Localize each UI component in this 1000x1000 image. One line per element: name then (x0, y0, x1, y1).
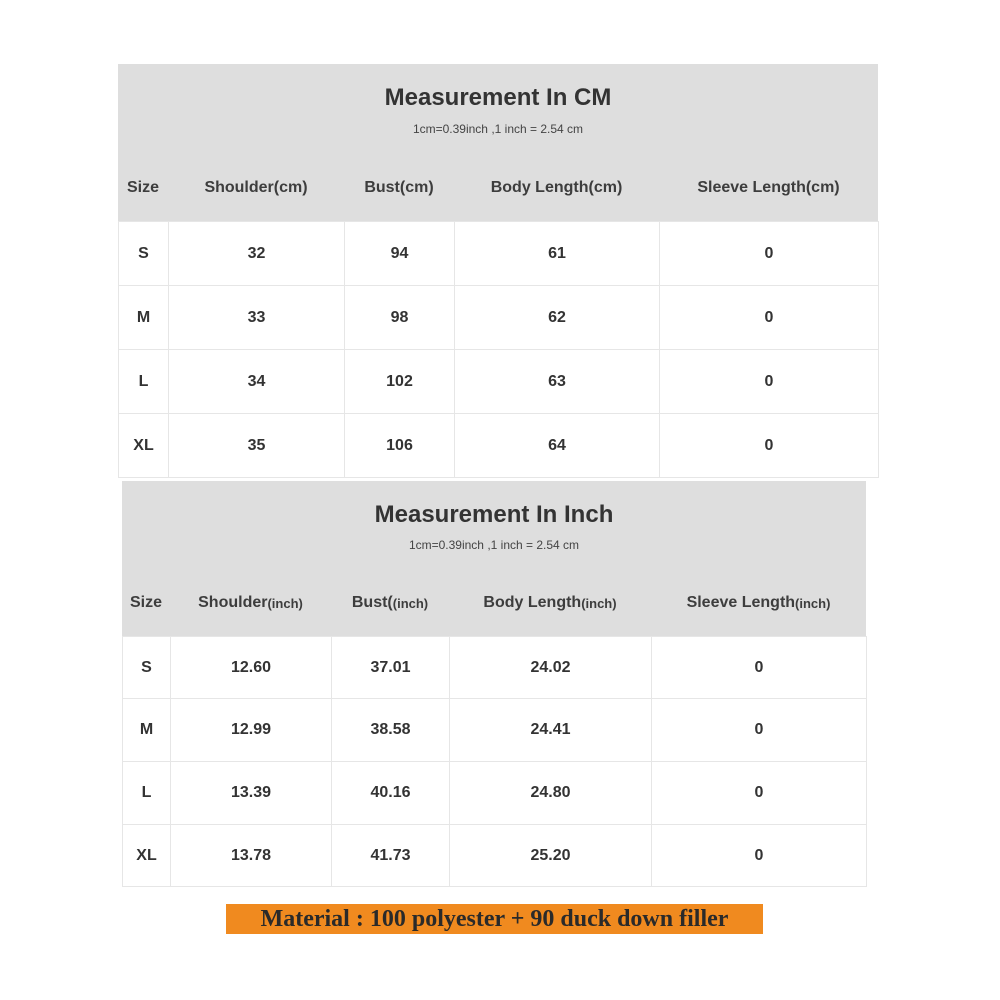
shoulder-cell: 12.60 (171, 637, 332, 699)
inch-table-title: Measurement In Inch (374, 501, 614, 528)
cm-table-title: Measurement In CM (384, 84, 612, 111)
column-header-sleeve-length: Sleeve Length (inch) (686, 594, 831, 611)
size-cell: S (123, 637, 171, 699)
sleeve-length-cell: 0 (652, 762, 867, 825)
body-length-cell: 25.20 (450, 825, 652, 887)
body-length-cell: 63 (455, 350, 660, 414)
bust-cell: 40.16 (332, 762, 450, 825)
sleeve-length-cell: 0 (652, 825, 867, 887)
inch-measurement-panel (122, 481, 866, 887)
size-cell: XL (119, 414, 169, 478)
bust-cell: 98 (345, 286, 455, 350)
shoulder-cell: 13.78 (171, 825, 332, 887)
column-header-body-length: Body Length (inch) (483, 594, 617, 611)
size-cell: S (119, 222, 169, 286)
sleeve-length-cell: 0 (660, 222, 879, 286)
body-length-cell: 24.02 (450, 637, 652, 699)
size-cell: L (123, 762, 171, 825)
inch-table-subtitle: 1cm=0.39inch ,1 inch = 2.54 cm (408, 538, 580, 552)
shoulder-cell: 13.39 (171, 762, 332, 825)
body-length-cell: 61 (455, 222, 660, 286)
cm-table-subtitle: 1cm=0.39inch ,1 inch = 2.54 cm (412, 122, 584, 136)
shoulder-cell: 12.99 (171, 699, 332, 762)
column-header-bust: Bust(cm) (364, 179, 434, 196)
table-row (123, 699, 867, 762)
size-cell: M (123, 699, 171, 762)
column-header-size: Size (126, 179, 159, 196)
shoulder-cell: 34 (169, 350, 345, 414)
material-note: Material : 100 polyester + 90 duck down filler (226, 904, 763, 934)
size-cell: M (119, 286, 169, 350)
column-header-shoulder: Shoulder(cm) (204, 179, 308, 196)
table-row (119, 286, 879, 350)
table-row (123, 762, 867, 825)
inch-table-header (122, 481, 866, 636)
column-header-shoulder: Shoulder (inch) (198, 594, 303, 611)
bust-cell: 106 (345, 414, 455, 478)
inch-table-body (122, 636, 867, 887)
sleeve-length-cell: 0 (660, 350, 879, 414)
column-header-size: Size (129, 594, 162, 611)
shoulder-cell: 32 (169, 222, 345, 286)
body-length-cell: 24.80 (450, 762, 652, 825)
table-row (123, 825, 867, 887)
bust-cell: 38.58 (332, 699, 450, 762)
table-row (119, 414, 879, 478)
body-length-cell: 64 (455, 414, 660, 478)
cm-measurement-panel (118, 64, 878, 478)
size-cell: L (119, 350, 169, 414)
sleeve-length-cell: 0 (652, 637, 867, 699)
bust-cell: 37.01 (332, 637, 450, 699)
sleeve-length-cell: 0 (660, 414, 879, 478)
shoulder-cell: 35 (169, 414, 345, 478)
bust-cell: 94 (345, 222, 455, 286)
sleeve-length-cell: 0 (660, 286, 879, 350)
cm-column-headers (118, 168, 878, 208)
column-header-sleeve-length: Sleeve Length(cm) (697, 179, 840, 196)
size-cell: XL (123, 825, 171, 887)
table-row (119, 350, 879, 414)
bust-cell: 102 (345, 350, 455, 414)
cm-table-header (118, 64, 878, 221)
inch-column-headers (122, 583, 866, 623)
body-length-cell: 62 (455, 286, 660, 350)
shoulder-cell: 33 (169, 286, 345, 350)
cm-table-body (118, 221, 879, 478)
table-row (123, 637, 867, 699)
body-length-cell: 24.41 (450, 699, 652, 762)
sleeve-length-cell: 0 (652, 699, 867, 762)
bust-cell: 41.73 (332, 825, 450, 887)
column-header-bust: Bust( (inch) (351, 594, 429, 611)
column-header-body-length: Body Length(cm) (490, 179, 623, 196)
table-row (119, 222, 879, 286)
